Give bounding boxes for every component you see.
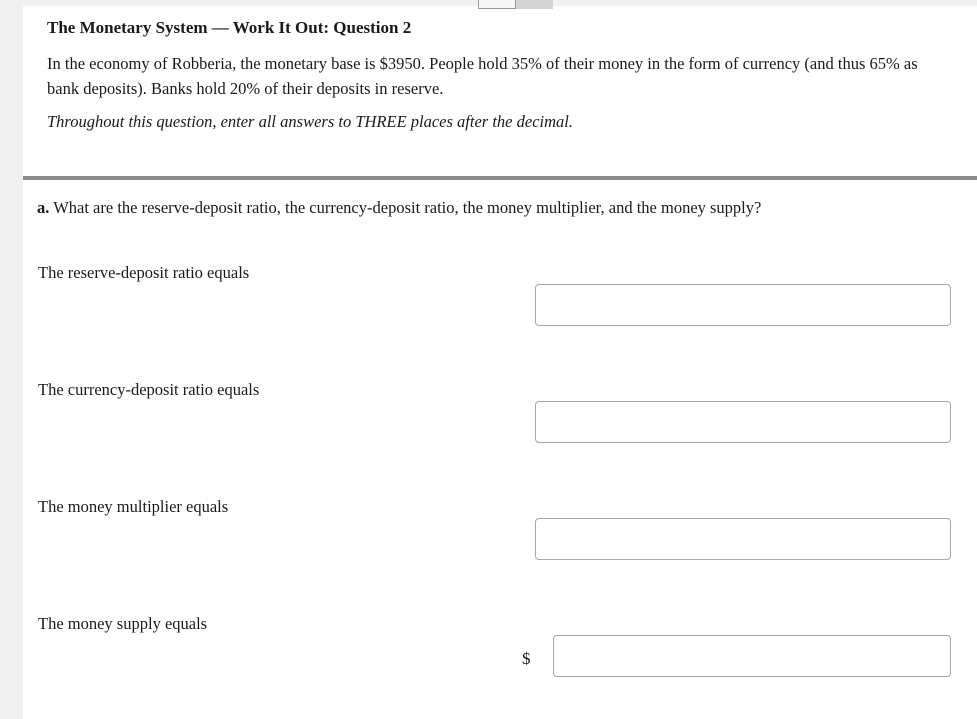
reserve-deposit-ratio-label: The reserve-deposit ratio equals [38,263,250,282]
reserve-deposit-ratio-input[interactable] [535,284,951,326]
money-multiplier-label: The money multiplier equals [38,497,229,516]
money-multiplier-input[interactable] [535,518,951,560]
top-tab-left[interactable] [478,0,516,9]
currency-deposit-ratio-input[interactable] [535,401,951,443]
top-tab-strip [478,0,554,9]
part-a-prompt-text: What are the reserve-deposit ratio, the currency-deposit ratio, the money multiplier, and the money supply? [53,198,762,217]
section-divider [23,176,977,180]
part-a-prompt [37,198,761,218]
question-page [23,6,977,719]
currency-deposit-ratio-label: The currency-deposit ratio equals [38,380,260,399]
top-tab-right[interactable] [516,0,553,9]
money-supply-input[interactable] [553,635,951,677]
instructions-text: Throughout this question, enter all answers to THREE places after the decimal. [47,112,573,131]
dollar-prefix: $ [522,649,531,668]
problem-text: In the economy of Robberia, the monetary base is $3950. People hold 35% of their money in the form of currency (and thus 65% as bank deposits). Banks hold 20% of their deposits in reserve. [47,54,918,98]
part-a-label: a. [37,198,50,217]
money-supply-label: The money supply equals [38,614,208,633]
question-title: The Monetary System — Work It Out: Question 2 [47,18,412,37]
